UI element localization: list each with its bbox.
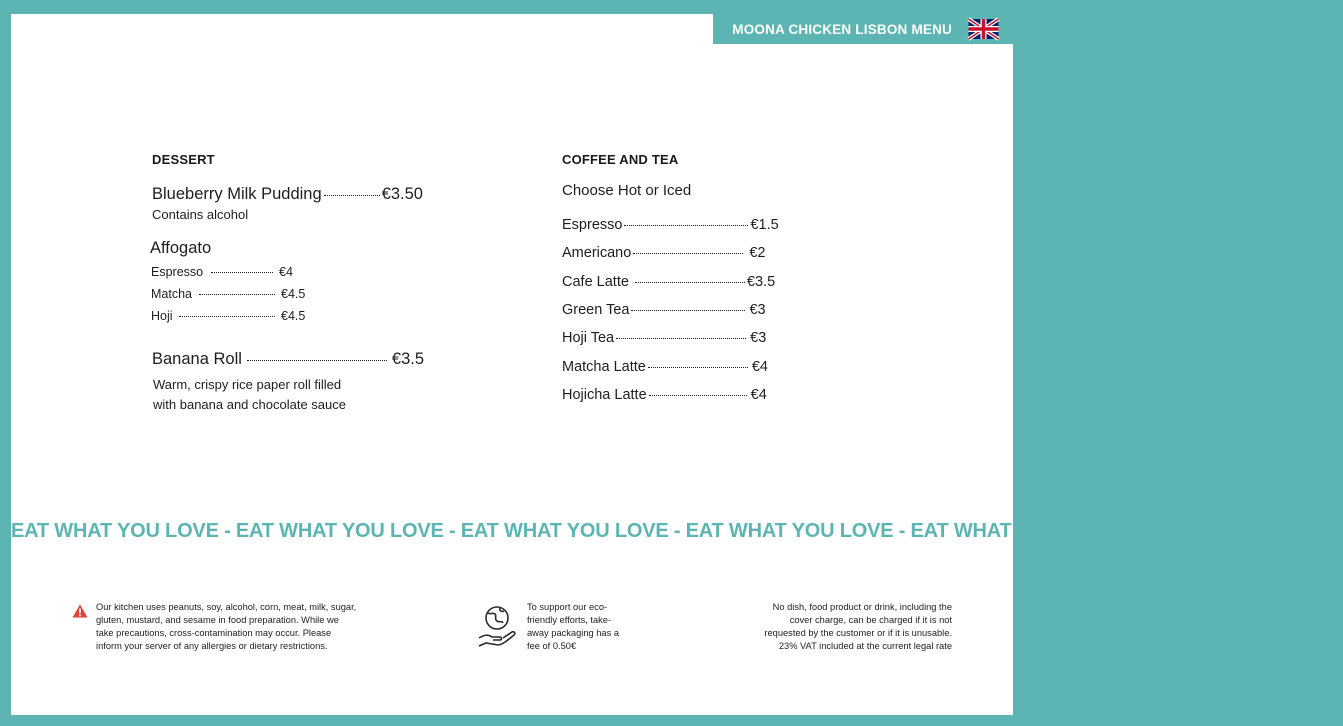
- coffee-item: [562, 359, 768, 375]
- dot-leader: [211, 272, 273, 273]
- coffee-item: [562, 387, 767, 403]
- item-price: €3.5: [391, 350, 425, 368]
- menu-title: MOONA CHICKEN LISBON MENU: [732, 21, 952, 37]
- coffee-item: [562, 217, 779, 233]
- header-banner: [713, 14, 1013, 44]
- blueberry-note: Contains alcohol: [152, 207, 249, 222]
- option-name: Espresso: [151, 265, 204, 279]
- charge-line: 23% VAT included at the current legal rate: [778, 641, 952, 651]
- allergy-notice: [96, 601, 356, 653]
- coffee-item: [562, 245, 765, 261]
- allergy-line: gluten, mustard, and sesame in food preparation. While we: [96, 615, 339, 625]
- dessert-heading: DESSERT: [152, 152, 215, 167]
- item-name: Cafe Latte: [562, 274, 629, 290]
- item-price: €1.5: [750, 217, 779, 233]
- item-price: €4: [751, 359, 768, 375]
- banana-roll-description-line: with banana and chocolate sauce: [153, 397, 346, 412]
- allergy-line: inform your server of any allergies or dietary restrictions.: [96, 641, 328, 651]
- dot-leader: [247, 360, 387, 361]
- item-name: Hoji Tea: [562, 330, 615, 346]
- dot-leader: [633, 253, 743, 254]
- coffee-item: [562, 274, 775, 290]
- banana-roll-item: [152, 350, 424, 369]
- dot-leader: [648, 367, 748, 368]
- banana-roll-description-line: Warm, crispy rice paper roll filled: [153, 377, 342, 392]
- eco-line: To support our eco-: [527, 602, 608, 612]
- charge-line: cover charge, can be charged if it is not: [789, 615, 952, 625]
- affogato-option: [151, 287, 305, 301]
- item-name: Banana Roll: [152, 350, 242, 368]
- eco-line: fee of 0.50€: [527, 641, 577, 651]
- coffee-heading: COFFEE AND TEA: [562, 152, 679, 167]
- uk-flag-icon[interactable]: [968, 19, 999, 39]
- dot-leader: [631, 310, 745, 311]
- item-price: €3.5: [746, 274, 776, 290]
- item-price: €2: [749, 245, 766, 261]
- option-price: €4.5: [281, 287, 306, 301]
- coffee-item: [562, 330, 766, 346]
- option-name: Hoji: [151, 309, 173, 323]
- blueberry-pudding-item: [152, 185, 423, 204]
- item-name: Americano: [562, 245, 632, 261]
- eco-hand-globe-icon: [476, 604, 518, 650]
- charge-line: No dish, food product or drink, including the: [772, 602, 952, 612]
- allergy-line: take precautions, cross-contamination may occur. Please: [96, 628, 332, 638]
- charge-line: requested by the customer or if it is unusable.: [764, 628, 952, 638]
- dot-leader: [179, 316, 275, 317]
- item-name: Matcha Latte: [562, 359, 646, 375]
- item-name: Green Tea: [562, 302, 630, 318]
- dot-leader: [324, 195, 380, 196]
- item-name: Espresso: [562, 217, 623, 233]
- dot-leader: [649, 395, 747, 396]
- coffee-subtitle: Choose Hot or Iced: [562, 182, 692, 199]
- eco-notice: [527, 601, 619, 653]
- item-price: €3: [750, 330, 767, 346]
- eco-line: friendly efforts, take-: [527, 615, 612, 625]
- item-price: €3: [749, 302, 766, 318]
- dot-leader: [616, 338, 746, 339]
- charge-notice: [764, 601, 952, 653]
- warning-icon: [72, 604, 88, 618]
- allergy-line: Our kitchen uses peanuts, soy, alcohol, corn, meat, milk, sugar,: [96, 602, 357, 612]
- option-name: Matcha: [151, 287, 192, 301]
- item-name: Blueberry Milk Pudding: [152, 185, 322, 203]
- affogato-heading: Affogato: [150, 239, 212, 257]
- eco-line: away packaging has a: [527, 628, 619, 638]
- coffee-item: [562, 302, 766, 318]
- affogato-option: [151, 309, 305, 323]
- option-price: €4.5: [281, 309, 306, 323]
- dot-leader: [635, 282, 745, 283]
- option-price: €4: [279, 265, 293, 279]
- menu-page: [11, 14, 1343, 715]
- affogato-option: [151, 265, 293, 279]
- item-name: Hojicha Latte: [562, 387, 647, 403]
- item-price: €4: [750, 387, 767, 403]
- item-price: €3.50: [381, 185, 423, 203]
- dot-leader: [199, 294, 275, 295]
- dot-leader: [624, 225, 748, 226]
- slogan-banner: EAT WHAT YOU LOVE - EAT WHAT YOU LOVE - EAT WHAT YOU LOVE - EAT WHAT YOU LOVE - EAT WHAT YOU LOVE - EAT WHAT YOU LOVE: [11, 520, 1343, 542]
